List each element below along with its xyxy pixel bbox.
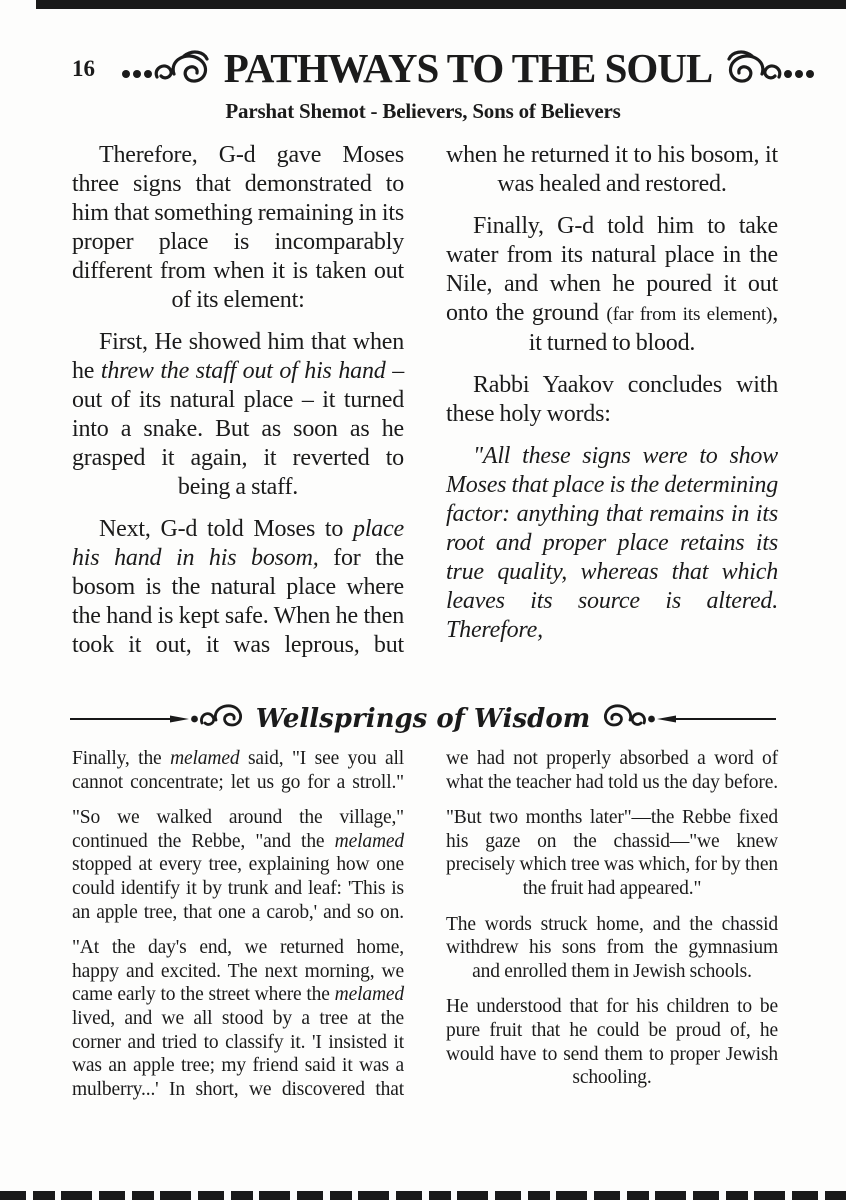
paragraph: Rabbi Yaakov concludes with these holy words: [446, 372, 778, 427]
paragraph: "So we walked around the village," continued the Rebbe, "and the melamed stopped at every tree, explaining how one could identify it by trunk and leaf: 'This is an apple tree, that one a carob,' and so on. [72, 807, 404, 923]
page-header [0, 0, 846, 124]
wellsprings-text-section [0, 747, 846, 1113]
flourish-left-icon [120, 47, 216, 89]
text-column-left [72, 747, 404, 1113]
paragraph: First, He showed him that when he threw the staff out of his hand – out of its natural place – it turned into a snake. But as soon as he grasped it again, it reverted to being a staff. [72, 329, 404, 500]
paragraph: "But two months later"—the Rebbe fixed his gaze on the chassid—"we knew precisely which tree was which, for by then the fruit had appeared." [446, 807, 778, 899]
paragraph: Finally, G-d told him to take water from its natural place in the Nile, and when he poured it out onto the ground (far from its element), it turned to blood. [446, 213, 778, 356]
section-title: Wellsprings of Wisdom [255, 704, 591, 734]
main-text-section [0, 141, 846, 689]
paragraph: "All these signs were to show Moses that place is the determining factor: anything that remains in its root and proper place retains its true quality, whereas that which leaves its source is altered. Therefore, [446, 443, 778, 643]
paragraph: The words struck home, and the chassid withdrew his sons from the gymnasium and enrolled them in Jewish schools. [446, 913, 778, 982]
divider-rule-left [70, 718, 170, 720]
scan-edge-bottom-bar [0, 1191, 846, 1200]
paragraph: Finally, the melamed said, "I see you all cannot concentrate; let us go for a stroll." [72, 748, 404, 793]
page-subtitle: Parshat Shemot - Believers, Sons of Believers [225, 99, 621, 123]
paragraph: "At the day's end, we returned home, happy and excited. The next morning, we came early to the street where the melamed lived, and we all stood by a tree at the corner and tried to classify it. 'I insisted it was an apple tree; my friend said it was a mulberry...' In short, we discovered that [72, 937, 404, 1100]
divider-flourish-right-icon [594, 702, 676, 736]
section-divider [70, 699, 776, 739]
divider-flourish-left-icon [170, 702, 252, 736]
flourish-right-icon [720, 47, 816, 89]
text-column-left [72, 141, 404, 689]
page-number: 16 [72, 56, 95, 81]
paragraph: Next, G-d told Moses to place his hand in his bosom, for the bosom is the natural place where the hand is kept safe. When he then took it out, it was leprous, but [72, 516, 404, 658]
paragraph: we had not properly absorbed a word of what the teacher had told us the day before. [446, 748, 778, 793]
page-title: PATHWAYS TO THE SOUL [223, 44, 713, 91]
paragraph: He understood that for his children to be pure fruit that he could be proud of, he would have to send them to proper Jewish schooling. [446, 996, 778, 1089]
paragraph: when he returned it to his bosom, it was healed and restored. [446, 142, 778, 197]
text-column-right [446, 747, 778, 1113]
paragraph: Therefore, G-d gave Moses three signs that demonstrated to him that something remaining in its proper place is incomparably different from when it is taken out of its element: [72, 142, 404, 313]
divider-rule-right [676, 718, 776, 720]
text-column-right [446, 141, 778, 689]
title-row [0, 46, 846, 90]
